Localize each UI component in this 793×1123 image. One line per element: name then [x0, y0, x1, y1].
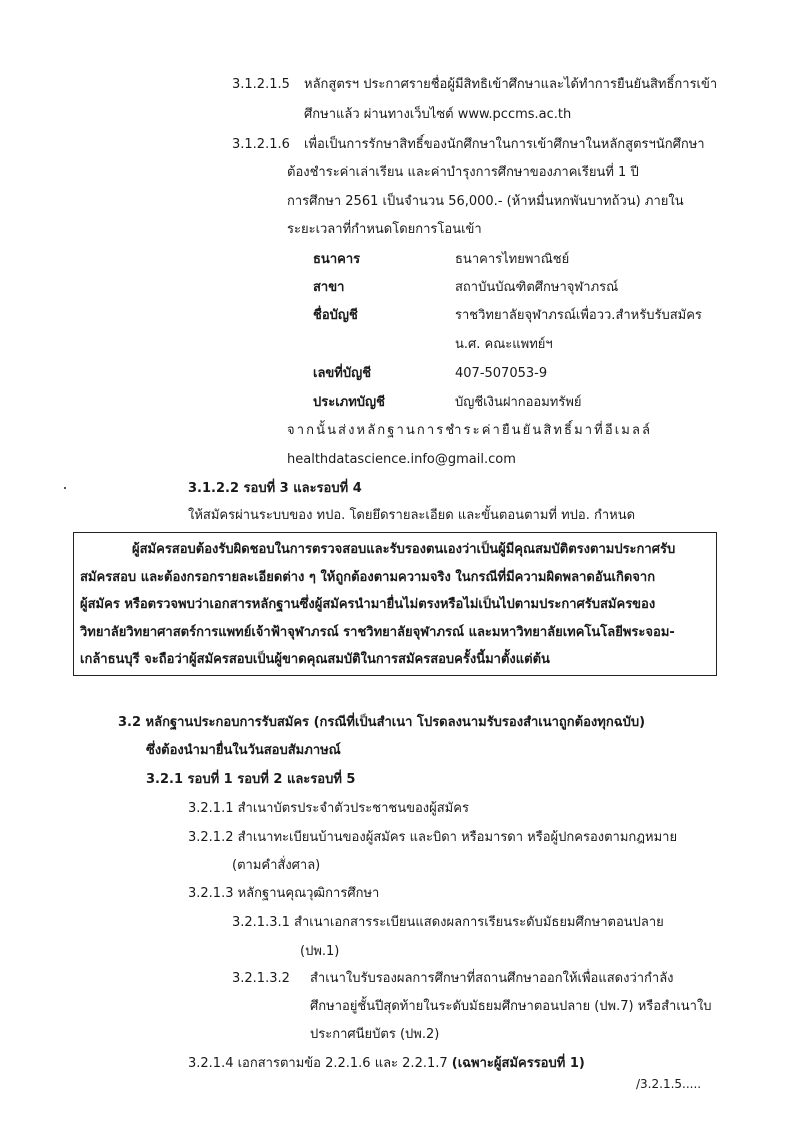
- branch-value: สถาบันบัณฑิตศึกษาจุฬาภรณ์: [455, 280, 619, 295]
- s3214-text: 3.2.1.4 เอกสารตามข้อ 2.2.1.6 และ 2.2.1.7: [188, 1056, 448, 1071]
- account-name-value-1: ราชวิทยาลัยจุฬาภรณ์เพื่อวว.สำหรับรับสมัคร: [455, 308, 702, 323]
- s3211: 3.2.1.1 สำเนาบัตรประจำตัวประชาชนของผู้สมัคร: [188, 801, 469, 816]
- account-type-value: บัญชีเงินฝากออมทรัพย์: [455, 395, 582, 410]
- notice-line-2: สมัครสอบ และต้องกรอกรายละเอียดต่าง ๆ ให้ถูกต้องตามความจริง ในกรณีที่มีความผิดพลาดอันเกิดจาก: [80, 570, 656, 585]
- notice-line-3: ผู้สมัคร หรือตรวจพบว่าเอกสารหลักฐานซึ่งผู้สมัครนำมายื่นไม่ตรงหรือไม่เป็นไปตามประกาศรับสมัครของ: [80, 597, 656, 612]
- notice-box: [73, 532, 717, 676]
- s3122-heading: 3.1.2.2 รอบที่ 3 และรอบที่ 4: [188, 481, 362, 496]
- s31216-line-1: เพื่อเป็นการรักษาสิทธิ์ของนักศึกษาในการเข้าศึกษาในหลักสูตรฯนักศึกษา: [304, 137, 705, 152]
- s321-heading: 3.2.1 รอบที่ 1 รอบที่ 2 และรอบที่ 5: [146, 772, 356, 787]
- account-number-value: 407-507053-9: [455, 366, 548, 381]
- scan-speck: [64, 487, 66, 489]
- s31216-line-2: ต้องชำระค่าเล่าเรียน และค่าบำรุงการศึกษาของภาคเรียนที่ 1 ปี: [287, 165, 639, 180]
- s31216-line-3: การศึกษา 2561 เป็นจำนวน 56,000.- (ห้าหมื่นหกพันบาทถ้วน) ภายใน: [287, 194, 684, 209]
- s32132-line-2: ศึกษาอยู่ชั้นปีสุดท้ายในระดับมัธยมศึกษาตอนปลาย (ปพ.7) หรือสำเนาใบ: [310, 999, 712, 1014]
- s32132-num: 3.2.1.3.2: [232, 971, 290, 986]
- account-name-value-2: น.ศ. คณะแพทย์ฯ: [455, 337, 553, 352]
- account-number-label: เลขที่บัญชี: [313, 366, 372, 381]
- s3122-body: ให้สมัครผ่านระบบของ ทปอ. โดยยึดรายละเอียด และขั้นตอนตามที่ ทปอ. กำหนด: [188, 508, 636, 523]
- s32132-line-1: สำเนาใบรับรองผลการศึกษาที่สถานศึกษาออกให้เพื่อแสดงว่ากำลัง: [310, 971, 674, 986]
- s3214: [188, 1055, 585, 1073]
- s31215-num: 3.1.2.1.5: [232, 77, 290, 92]
- notice-line-1: ผู้สมัครสอบต้องรับผิดชอบในการตรวจสอบและรับรองตนเองว่าเป็นผู้มีคุณสมบัติตรงตามประกาศรับ: [132, 542, 676, 557]
- contact-email[interactable]: healthdatascience.info@gmail.com: [287, 452, 516, 467]
- s32-heading-line-2: ซึ่งต้องนำมายื่นในวันสอบสัมภาษณ์: [146, 743, 341, 758]
- bank-label: ธนาคาร: [313, 252, 361, 267]
- bank-value: ธนาคารไทยพาณิชย์: [455, 252, 570, 267]
- account-name-label: ชื่อบัญชี: [313, 308, 358, 323]
- branch-label: สาขา: [313, 280, 345, 295]
- s32132-line-3: ประกาศนียบัตร (ปพ.2): [310, 1027, 440, 1042]
- s32-heading-line-1: 3.2 หลักฐานประกอบการรับสมัคร (กรณีที่เป็นสำเนา โปรดลงนามรับรองสำเนาถูกต้องทุกฉบับ): [118, 715, 646, 730]
- s3212-line-2: (ตามคำสั่งศาล): [232, 858, 321, 873]
- notice-line-5: เกล้าธนบุรี จะถือว่าผู้สมัครสอบเป็นผู้ขาดคุณสมบัติในการสมัครสอบครั้งนี้มาตั้งแต่ต้น: [80, 652, 550, 667]
- s31216-num: 3.1.2.1.6: [232, 137, 290, 152]
- notice-line-4: วิทยาลัยวิทยาศาสตร์การแพทย์เจ้าฟ้าจุฬาภรณ์ ราชวิทยาลัยจุฬาภรณ์ และมหาวิทยาลัยเทคโนโลยีพระจอม-: [80, 625, 675, 640]
- account-type-label: ประเภทบัญชี: [313, 395, 385, 410]
- s3212-line-1: 3.2.1.2 สำเนาทะเบียนบ้านของผู้สมัคร และบิดา หรือมารดา หรือผู้ปกครองตามกฎหมาย: [188, 830, 678, 845]
- s31216-line-4: ระยะเวลาที่กำหนดโดยการโอนเข้า: [287, 222, 482, 237]
- s32131-line-2: (ปพ.1): [300, 944, 340, 959]
- continued-marker: /3.2.1.5.....: [636, 1077, 702, 1091]
- s31215-line-2: ศึกษาแล้ว ผ่านทางเว็บไซต์ www.pccms.ac.th: [304, 107, 572, 122]
- s31215-line-1: หลักสูตรฯ ประกาศรายชื่อผู้มีสิทธิเข้าศึกษาและได้ทำการยืนยันสิทธิ์การเข้า: [304, 77, 718, 92]
- after-bank-line: จากนั้นส่งหลักฐานการชำระค่ายืนยันสิทธิ์มาที่อีเมลล์: [287, 423, 653, 438]
- s32131-line-1: 3.2.1.3.1 สำเนาเอกสารระเบียนแสดงผลการเรียนระดับมัธยมศึกษาตอนปลาย: [232, 915, 664, 930]
- s3213: 3.2.1.3 หลักฐานคุณวุฒิการศึกษา: [188, 886, 380, 901]
- s3214-bold: (เฉพาะผู้สมัครรอบที่ 1): [451, 1056, 585, 1071]
